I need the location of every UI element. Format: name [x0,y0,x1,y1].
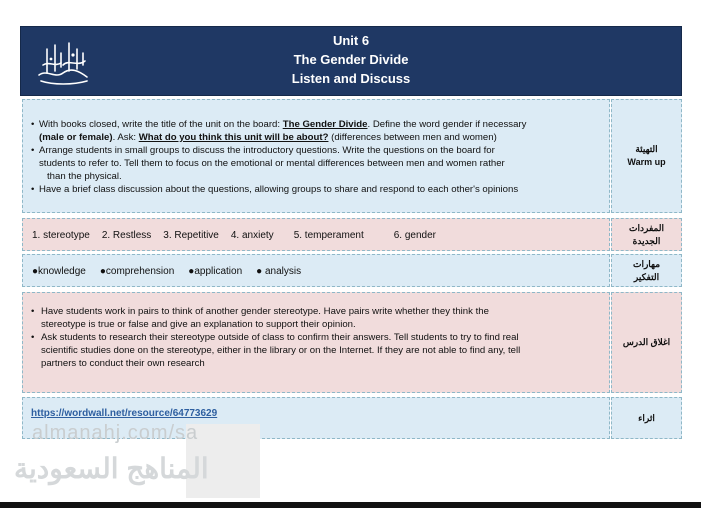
warmup-label [611,99,682,213]
unit-header [20,26,682,96]
warmup-label-en: Warm up [627,157,666,167]
skill-item: ●comprehension [99,266,175,277]
vocab-item: 2. Restless [101,230,152,241]
vocab-item: 6. gender [393,230,436,241]
watermark-latin: almanahj.com/sa [32,422,199,444]
skill-item: ●knowledge [32,266,86,277]
closing-label: اغلاق الدرس [611,292,682,393]
skills-list [32,265,315,278]
list-item: • Have a brief class discussion about the questions, allowing groups to share and respond to each other's opinions [31,183,607,196]
vocab-content [22,218,610,251]
unit-title-block [21,31,681,88]
vocab-item: 3. Repetitive [163,230,219,241]
enrichment-label: اثراء [611,397,682,439]
skill-item: ●application [188,266,243,277]
list-item: • Arrange students in small groups to discuss the introductory questions. Write the questions on the board for students to refer to. Tell them to focus on the emotional or mental differences between men and women rather than the physical. [31,144,607,183]
closing-list [31,305,607,370]
wordwall-link[interactable]: https://wordwall.net/resource/64773629 [31,408,218,419]
list-item: • With books closed, write the title of the unit on the board: The Gender Divide. Define the word gender if necessary (male or female). Ask: What do you think this unit will be about? (differences between men and women) [31,118,607,144]
unit-subtitle: Listen and Discuss [291,71,411,86]
unit-title: The Gender Divide [293,52,409,67]
list-item: • Ask students to research their stereotype outside of class to confirm their answers. Tell students to try to find real scientific studies done on the stereotype, either in the library or on the Internet. If they are not able to find any, tell partners to conduct their own research [31,331,607,370]
vocab-item: 4. anxiety [230,230,274,241]
unit-title-reference: The Gender Divide [282,119,368,130]
skill-item: ● analysis [256,266,302,277]
skills-label: مهارات التفكير [611,254,682,287]
closing-content [22,292,610,393]
vocab-list [32,229,448,242]
warmup-list [31,118,607,196]
vocab-label: المفردات الجديدة [611,218,682,251]
vocab-item: 1. stereotype [32,230,90,241]
unit-number: Unit 6 [332,33,370,48]
discussion-question: What do you think this unit will be about? [138,132,329,143]
warmup-label-ar: التهيئة [635,144,658,154]
watermark-arabic: المناهج السعودية [14,453,209,484]
vocab-item: 5. temperament [293,230,364,241]
page-bottom-bar [0,502,701,508]
skills-content [22,254,610,287]
list-item: • Have students work in pairs to think of another gender stereotype. Have pairs write whether they think the stereotype is true or false and give an explanation to support their opinion. [31,305,607,331]
warmup-content [22,99,610,213]
